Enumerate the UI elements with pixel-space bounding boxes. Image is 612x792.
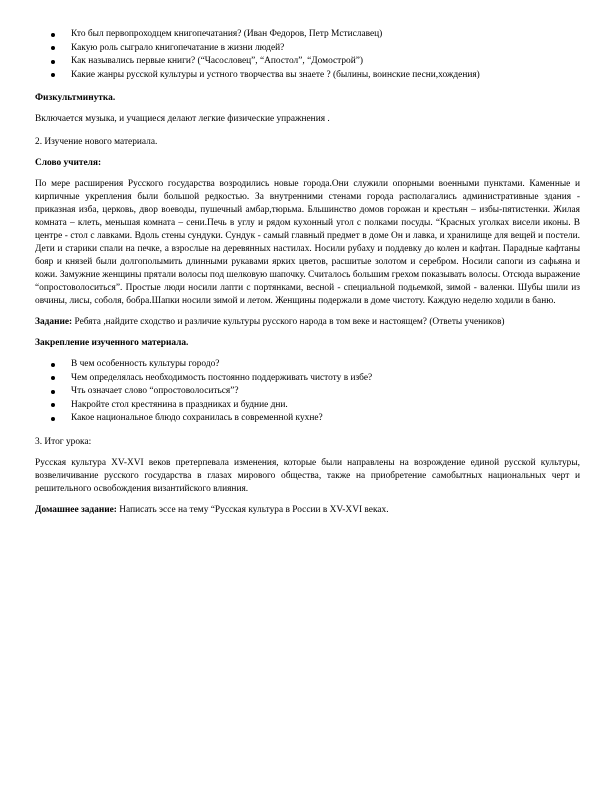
- list-item: Какие жанры русской культуры и устного творчества вы знаете ? (былины, воинские песни,хождения): [71, 69, 580, 83]
- fizkult-text: Включается музыка, и учащиеся делают легкие физические упражнения .: [35, 114, 330, 124]
- list-item: Как назывались первые книги? (“Часословец”, “Апостол”, “Домострой”): [71, 55, 580, 69]
- task-label: Задание:: [35, 317, 73, 327]
- homework-paragraph: [35, 504, 580, 517]
- list-item: Чть означает слово “опростоволоситься”?: [71, 385, 580, 399]
- homework-label: Домашнее задание:: [35, 504, 117, 515]
- list-item: Какое национальное блюдо сохранилась в современной кухне?: [71, 412, 580, 426]
- section2-heading: 2. Изучение нового материала.: [35, 137, 158, 147]
- questions-list: [35, 28, 580, 82]
- list-item: Какую роль сыграло книгопечатание в жизни людей?: [71, 42, 580, 56]
- homework-text: Написать эссе на тему “Русская культура в России в XV-XVI веках.: [116, 504, 389, 515]
- list-item: В чем особенность культуры городо?: [71, 358, 580, 372]
- document-page: [35, 28, 580, 517]
- list-item: Накройте стол крестянина в праздниках и будние дни.: [71, 399, 580, 413]
- teacher-heading: Слово учителя:: [35, 158, 102, 168]
- task-text: Ребята ,найдите сходство и различие культуры русского народа в том веке и настоящем? (Ответы учеников): [72, 317, 505, 327]
- task-paragraph: [35, 316, 580, 329]
- section3-text: Русская культура XV-XVI веков претерпевала изменения, которые были направлены на возрождение единой русской культуры, возвеличивание русского государства в глазах мирового общества, также на приобретение самобытных национальных черт и решительного освобождения византийского влияния.: [35, 457, 580, 494]
- list-item: Кто был первопроходцем книгопечатания? (Иван Федоров, Петр Мстиславец): [71, 28, 580, 42]
- list-item: Чем определялась необходимость постоянно поддерживать чистоту в избе?: [71, 372, 580, 386]
- section3-heading: 3. Итог урока:: [35, 436, 92, 447]
- consolidation-list: [35, 358, 580, 426]
- teacher-text: По мере расширения Русского государства возродились новые города.Они служили опорными военными пунктами. Каменные и кирпичные укрепления были большой редкостью. За внутренними стенами города располагались административные здания - приказная изба, церковь, двор воеводы, пушечный амбар,тюрьма. Бльшинство домов горожан и крестьян – избы-пятистенки. Жилая комната – клеть, меньшая комната – сени.Печь в углу и рядом кухонный угол с полками посуды. “Красных уголках висели иконы. В центре - стол с лавками. Вдоль стены сундуки. Сундук - самый главный предмет в доме Он и лавка, и хранилище для вещей и постели. Дети и старики спали на печке, а взрослые на деревянных настилах. Носили рубаху и поддевку до колен и кафтан. Парадные кафтаны бояр и князей были долгополымить длинными рукавами ярких цветов, расшитые золотом и серебром. Носили сапоги из сафьяна и кожи. Замужние женщины прятали волосы под шелковую шапочку. Считалось большим грехом показывать волосы. Отсюда выражение “опростоволоситься”. Простые люди носили лапти с портянками, весной - специальной подьемкой, зимой - валенки. Шубы шили из овчины, лисы, соболя, бобра.Шапки носили зимой и летом. Женщины подержали в доме чистоту. Каждую неделю ходили в баню.: [35, 179, 580, 306]
- fizkult-heading: Физкультминутка.: [35, 93, 116, 103]
- consolidation-heading: Закрепление изученного материала.: [35, 338, 189, 348]
